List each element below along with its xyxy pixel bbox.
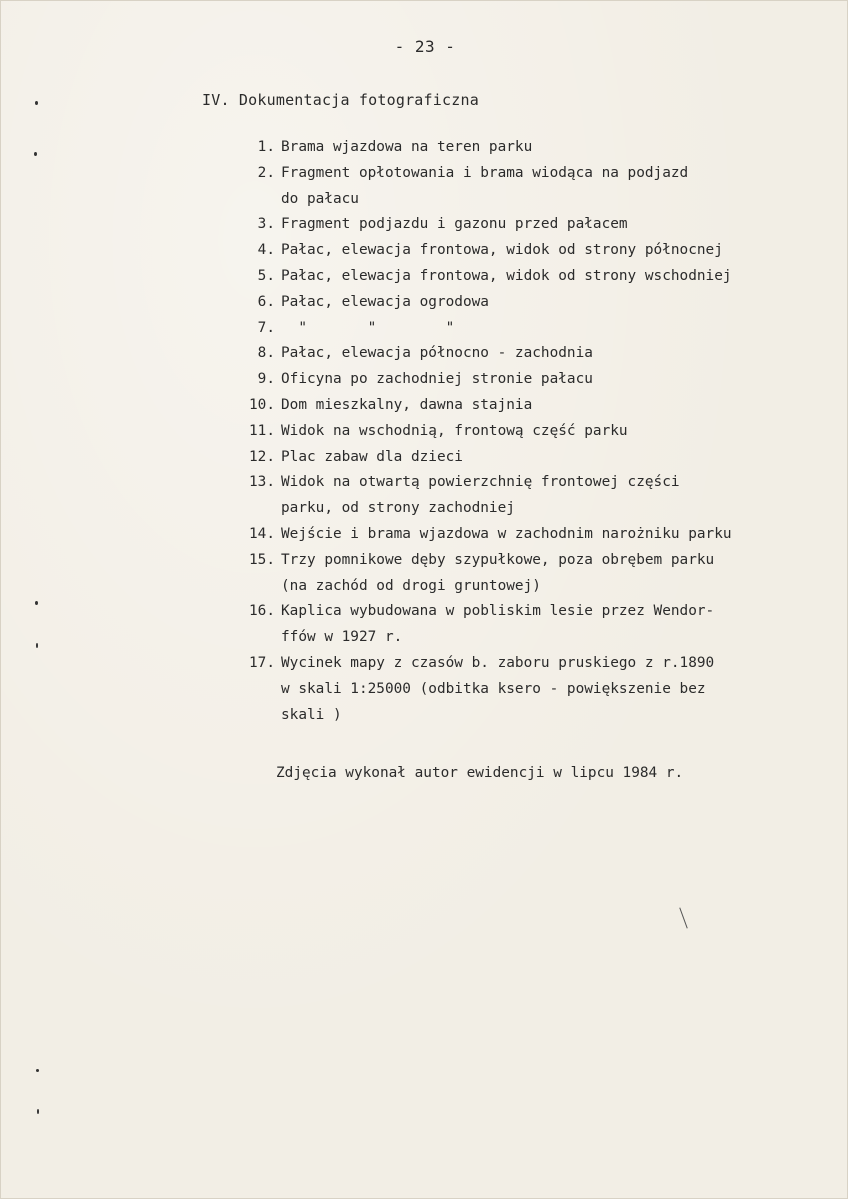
photo-documentation-list xyxy=(227,135,837,728)
list-item-line: Trzy pomnikowe dęby szypułkowe, poza obrębem parku xyxy=(281,551,715,568)
list-item-text xyxy=(281,522,732,548)
list-item-number: 12. xyxy=(249,448,275,465)
list-item-line: do pałacu xyxy=(281,190,359,207)
list-item-line: Kaplica wybudowana w pobliskim lesie przez Wendor- xyxy=(281,603,715,620)
list-item-line: Pałac, elewacja ogrodowa xyxy=(281,293,489,310)
list-item xyxy=(227,135,837,161)
list-item-line: parku, od strony zachodniej xyxy=(281,500,515,517)
list-item xyxy=(227,341,837,367)
list-item-text xyxy=(281,419,628,445)
list-item xyxy=(227,445,837,471)
list-item-number: 5. xyxy=(257,267,275,284)
list-item-line: w skali 1:25000 (odbitka ksero - powiększenie bez xyxy=(281,680,706,697)
list-item-text xyxy=(281,367,593,393)
list-item-line: Plac zabaw dla dzieci xyxy=(281,448,463,465)
list-item-number: 4. xyxy=(257,242,275,259)
list-item-line: skali ) xyxy=(281,706,342,723)
list-item-text xyxy=(281,599,714,651)
list-item xyxy=(227,599,837,651)
list-item-line: Widok na wschodnią, frontową część parku xyxy=(281,422,628,439)
list-item xyxy=(227,264,837,290)
list-item-text xyxy=(281,470,680,522)
list-item-line: Wejście i brama wjazdowa w zachodnim narożniku parku xyxy=(281,525,732,542)
list-item-line: Dom mieszkalny, dawna stajnia xyxy=(281,396,533,413)
list-item-text xyxy=(281,161,688,213)
list-item-number: 15. xyxy=(249,551,275,568)
list-item-text xyxy=(281,651,714,728)
list-item-text xyxy=(281,135,532,161)
list-item-number: 17. xyxy=(249,654,275,671)
list-item xyxy=(227,238,837,264)
scan-speck xyxy=(36,643,38,648)
list-item-line: Widok na otwartą powierzchnię frontowej części xyxy=(281,474,680,491)
list-item-line: ffów w 1927 r. xyxy=(281,629,403,646)
list-item-line: (na zachód od drogi gruntowej) xyxy=(281,577,541,594)
list-item-number: 3. xyxy=(257,216,275,233)
list-item-number: 13. xyxy=(249,474,275,491)
list-item xyxy=(227,212,837,238)
list-item-number: 7. xyxy=(257,319,275,336)
scan-speck xyxy=(37,1109,39,1114)
list-item xyxy=(227,548,837,600)
list-item-text xyxy=(281,316,454,342)
list-item-number: 6. xyxy=(257,293,275,310)
list-item-number: 16. xyxy=(249,603,275,620)
list-item-line: Pałac, elewacja północno - zachodnia xyxy=(281,345,593,362)
list-item-text xyxy=(281,238,723,264)
list-item-line: Fragment podjazdu i gazonu przed pałacem xyxy=(281,216,628,233)
list-item-number: 2. xyxy=(257,164,275,181)
list-item-number: 11. xyxy=(249,422,275,439)
section-heading: IV. Dokumentacja fotograficzna xyxy=(202,91,479,109)
list-item xyxy=(227,367,837,393)
list-item xyxy=(227,161,837,213)
list-item xyxy=(227,290,837,316)
photo-credit-note: Zdjęcia wykonał autor ewidencji w lipcu 1984 r. xyxy=(276,765,684,781)
scan-speck xyxy=(36,1069,39,1072)
list-item-text xyxy=(281,393,532,419)
list-item-number: 14. xyxy=(249,525,275,542)
list-item-line: Brama wjazdowa na teren parku xyxy=(281,139,533,155)
list-item-line: Pałac, elewacja frontowa, widok od strony wschodniej xyxy=(281,267,732,284)
list-item-number: 8. xyxy=(257,345,275,362)
list-item xyxy=(227,470,837,522)
scan-scratch xyxy=(679,907,687,928)
list-item xyxy=(227,316,837,342)
list-item xyxy=(227,651,837,728)
list-item-line: Pałac, elewacja frontowa, widok od strony północnej xyxy=(281,242,723,259)
list-item-line: Fragment opłotowania i brama wiodąca na podjazd xyxy=(281,164,689,181)
list-item xyxy=(227,522,837,548)
list-item-number: 1. xyxy=(257,139,275,155)
list-item-text xyxy=(281,290,489,316)
list-item xyxy=(227,419,837,445)
list-item-number: 9. xyxy=(257,371,275,388)
list-item xyxy=(227,393,837,419)
scan-speck xyxy=(35,601,38,605)
list-item-text xyxy=(281,548,714,600)
list-item-text xyxy=(281,341,593,367)
list-item-text xyxy=(281,264,732,290)
scan-speck xyxy=(35,101,38,105)
page-number: - 23 - xyxy=(394,37,456,56)
list-item-line: " " " xyxy=(281,319,455,336)
list-item-text xyxy=(281,212,628,238)
list-item-line: Oficyna po zachodniej stronie pałacu xyxy=(281,371,593,388)
list-item-line: Wycinek mapy z czasów b. zaboru pruskiego z r.1890 xyxy=(281,654,715,671)
list-item-text xyxy=(281,445,463,471)
list-item-number: 10. xyxy=(249,396,275,413)
scan-speck xyxy=(34,152,37,156)
